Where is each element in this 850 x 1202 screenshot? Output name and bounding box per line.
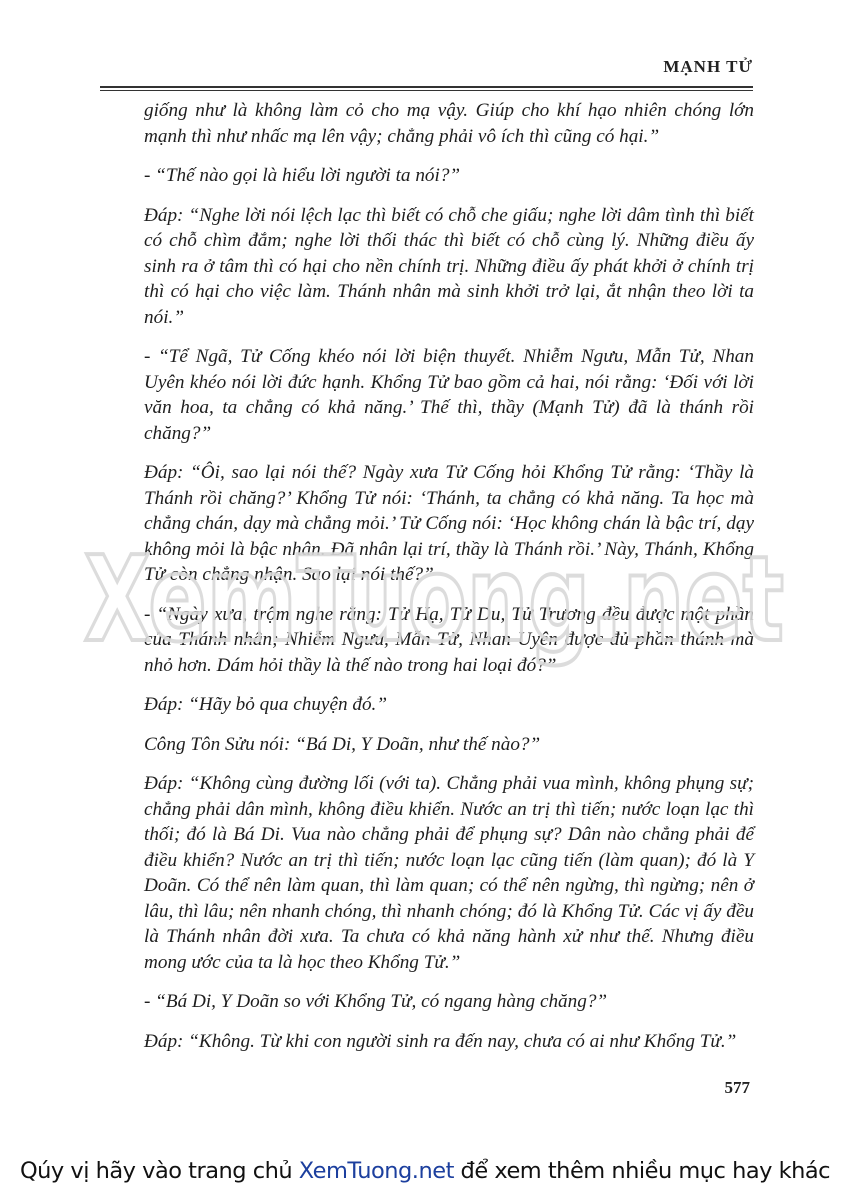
footer-text-after: để xem thêm nhiều mục hay khác [453,1158,831,1184]
header-rule-thin [100,90,753,91]
paragraph: giống như là không làm cỏ cho mạ vậy. Giúp cho khí hạo nhiên chóng lớn mạnh thì như nhấc mạ lên vậy; chẳng phải vô ích thì cũng có hại.” [144,100,754,147]
paragraph: - “Thế nào gọi là hiểu lời người ta nói?” [144,165,461,186]
paragraph: Đáp: “Không cùng đường lối (với ta). Chẳng phải vua mình, không phụng sự; chẳng phải dân mình, không điều khiển. Nước an trị thì tiến; nước loạn lạc thì thối; đó là Bá Di. Vua nào chẳng phải để phụng sự? Dân nào chẳng phải để điều khiển? Nước an trị thì tiến; nước loạn lạc cũng tiến (làm quan); đó là Y Doãn. Có thể nên làm quan, thì làm quan; có thể nên ngừng, thì ngừng; nên ở lâu, thì lâu; nên nhanh chóng, thì nhanh chóng; đó là Khổng Tử. Các vị ấy đều là Thánh nhân đời xưa. Ta chưa có khả năng hành xử như thế. Nhưng điều mong ước của ta là học theo Khổng Tử.” [144,773,754,973]
footer-banner [0,1158,850,1184]
running-title: MẠNH TỬ [663,57,753,76]
paragraph: - “Ngày xưa, trộm nghe rằng: Tử Hạ, Tử Du, Tử Trương đều được một phần của Thánh nhân; Nhiễm Ngưu, Mẫn Tử, Nhan Uyên được đủ phần thánh mà nhỏ hơn. Dám hỏi thầy là thế nào trong hai loại đó?” [144,603,754,676]
header-rule-thick [100,86,753,88]
footer-text-before: Qúy vị hãy vào trang chủ [19,1158,299,1184]
paragraph: Công Tôn Sửu nói: “Bá Di, Y Doãn, như thế nào?” [144,733,541,755]
page-number: 577 [724,1078,750,1097]
paragraph: Đáp: “Không. Từ khi con người sinh ra đến nay, chưa có ai như Khổng Tử.” [144,1030,737,1052]
paragraph: Đáp: “Nghe lời nói lệch lạc thì biết có chỗ che giấu; nghe lời dâm tình thì biết có chỗ chìm đắm; nghe lời thối thác thì biết có chỗ cùng lý. Những điều ấy sinh ra ở tâm thì có hại cho nền chính trị. Những điều ấy phát khởi ở chính trị thì có hại cho việc làm. Thánh nhân mà sinh khởi trở lại, ắt nhận theo lời ta nói.” [144,204,754,328]
body-text [144,98,754,1068]
paragraph: - “Bá Di, Y Doãn so với Khổng Tử, có ngang hàng chăng?” [144,991,608,1012]
footer-site-link[interactable]: XemTuong.net [298,1158,454,1184]
paragraph: Đáp: “Hãy bỏ qua chuyện đó.” [144,694,388,715]
paragraph: Đáp: “Ôi, sao lại nói thế? Ngày xưa Tử Cống hỏi Khổng Tử rằng: ‘Thầy là Thánh rồi chăng?’ Khổng Tử nói: ‘Thánh, ta chẳng có khả năng. Ta học mà chẳng chán, dạy mà chẳng mỏi.’ Tử Cống nói: ‘Học không chán là bậc trí, dạy không mỏi là bậc nhân. Đã nhân lại trí, thầy là Thánh rồi.’ Này, Thánh, Khổng Tử còn chẳng nhận. Sao lại nói thế?” [144,462,754,585]
watermark-text: XemTuong.net [84,530,784,668]
paragraph: - “Tể Ngã, Tử Cống khéo nói lời biện thuyết. Nhiễm Ngưu, Mẫn Tử, Nhan Uyên khéo nói lời đức hạnh. Khổng Tử bao gồm cả hai, nói rằng: ‘Đối với lời văn hoa, ta chẳng có khả năng.’ Thế thì, thầy (Mạnh Tử) đã là thánh rồi chăng?” [144,346,754,444]
